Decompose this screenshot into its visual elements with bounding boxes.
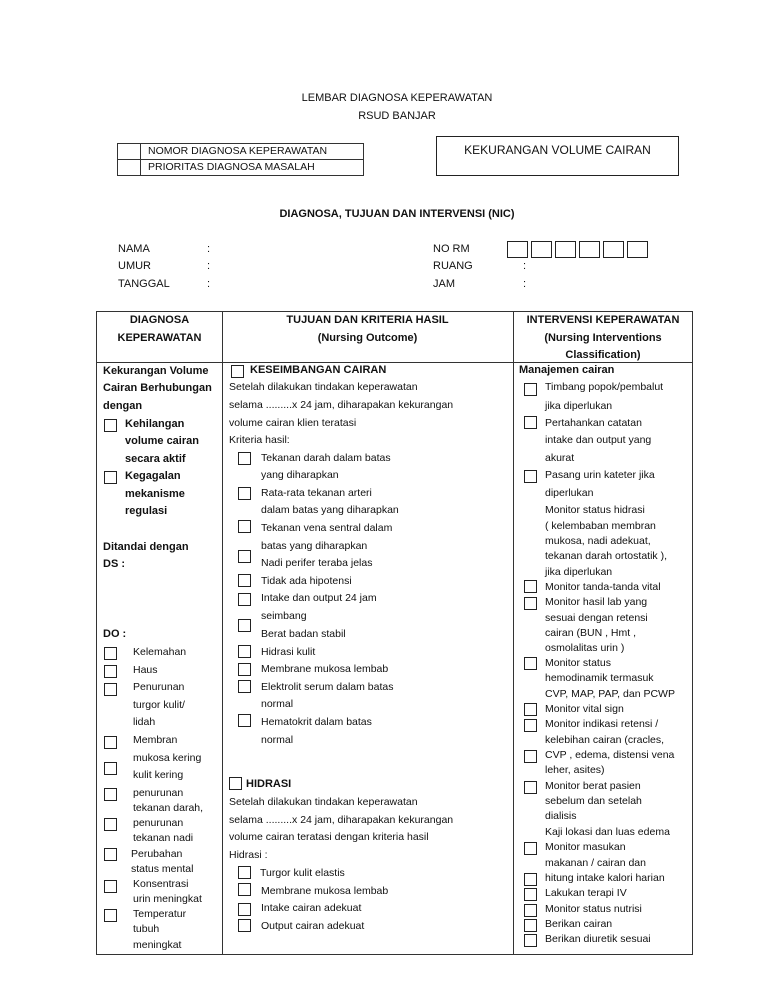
col1-header-line2: KEPERAWATAN [117,332,202,344]
tanggal-label: TANGGAL [118,278,170,290]
intervensi-text: ( kelembaban membran [545,520,656,532]
k-intro: Setelah dilakukan tindakan keperawatan [229,381,418,393]
intervensi-text: jika diperlukan [545,400,613,412]
sign-checkbox[interactable] [104,762,117,775]
sign-text: Haus [133,664,158,676]
k-item-checkbox[interactable] [238,593,251,606]
intervensi-text: makanan / cairan dan [545,857,646,869]
tanggal-colon: : [207,278,211,290]
prioritas-label: PRIORITAS DIAGNOSA MASALAH [148,161,315,173]
col3-header-line1: INTERVENSI KEPERAWATAN [526,314,680,326]
k-item-text: Tekanan vena sentral dalam [261,522,393,534]
intervensi-text: Monitor vital sign [545,703,624,715]
nama-colon: : [207,243,211,255]
intervensi-checkbox[interactable] [524,580,537,593]
diag-line: dengan [103,400,143,412]
h-item-text: Output cairan adekuat [261,920,365,932]
ditandai-label: Ditandai dengan [103,541,189,553]
intervensi-checkbox[interactable] [524,719,537,732]
sign-text: Membran [133,734,178,746]
intervensi-text: akurat [545,452,575,464]
sign-checkbox[interactable] [104,665,117,678]
intervensi-checkbox[interactable] [524,657,537,670]
col2-header-line1: TUJUAN DAN KRITERIA HASIL [286,314,449,326]
intervensi-text: Monitor hasil lab yang [545,596,648,608]
sign-text: Perubahan [131,848,183,860]
do-label: DO : [103,628,127,640]
k-item-checkbox[interactable] [238,680,251,693]
sign-text: Penurunan [133,681,185,693]
intervensi-checkbox[interactable] [524,842,537,855]
intervensi-text: Berikan cairan [545,918,613,930]
k-intro: Kriteria hasil: [229,434,290,446]
norm-digit-box[interactable] [507,241,528,258]
sign-text: penurunan [133,817,184,829]
k-item-text: Hematokrit dalam batas [261,716,372,728]
k-item-text: Elektrolit serum dalam batas [261,681,394,693]
intervensi-checkbox[interactable] [524,383,537,396]
kegagalan-label: regulasi [125,505,168,517]
intervensi-text: hitung intake kalori harian [545,872,665,884]
intervensi-checkbox[interactable] [524,470,537,483]
intervensi-text: Monitor status nutrisi [545,903,642,915]
k-item-checkbox[interactable] [238,452,251,465]
kegagalan-checkbox[interactable] [104,471,117,484]
sign-checkbox[interactable] [104,818,117,831]
sign-checkbox[interactable] [104,880,117,893]
k-item-text: Rata-rata tekanan arteri [261,487,372,499]
ds-label: DS : [103,558,125,570]
k-item-checkbox[interactable] [238,487,251,500]
keseimbangan-title: KESEIMBANGAN CAIRAN [250,364,387,376]
sign-text: Kelemahan [133,646,187,658]
intervensi-checkbox[interactable] [524,781,537,794]
sign-checkbox[interactable] [104,848,117,861]
sign-checkbox[interactable] [104,683,117,696]
col3-header-line2: (Nursing Interventions [544,332,662,344]
k-intro: selama .........x 24 jam, diharapakan kekurangan [229,399,454,411]
intervensi-text: hemodinamik termasuk [545,672,654,684]
norm-digit-box[interactable] [627,241,648,258]
hospital-name: RSUD BANJAR [358,110,436,122]
intervensi-text: CVP, MAP, PAP, dan PCWP [545,688,675,700]
sign-text: turgor kulit/ [133,699,185,711]
sign-text: kulit kering [133,769,184,781]
kegagalan-label: mekanisme [125,488,185,500]
sign-text: lidah [133,716,156,728]
intervensi-text: Lakukan terapi IV [545,887,627,899]
ruang-colon: : [523,260,527,272]
intervensi-text: Monitor masukan [545,841,626,853]
intervensi-text: Berikan diuretik sesuai [545,933,651,945]
intervensi-text: Timbang popok/pembalut [545,381,664,393]
k-item-checkbox[interactable] [238,663,251,676]
intervensi-text: Monitor status [545,657,611,669]
norm-label: NO RM [433,243,470,255]
hidrasi-title: HIDRASI [246,778,292,790]
sign-text: urin meningkat [133,893,202,905]
umur-label: UMUR [118,260,151,272]
form-title: LEMBAR DIAGNOSA KEPERAWATAN [301,92,493,104]
intervensi-checkbox[interactable] [524,888,537,901]
norm-digit-box[interactable] [531,241,552,258]
intervensi-text: intake dan output yang [545,434,652,446]
h-item-text: Membrane mukosa lembab [261,885,389,897]
k-item-checkbox[interactable] [238,714,251,727]
h-intro: volume cairan teratasi dengan kriteria hasil [229,831,429,843]
k-item-text: normal [261,734,294,746]
diag-line: Kekurangan Volume [103,365,209,377]
sign-text: meningkat [133,939,182,951]
kehilangan-label: volume cairan [125,435,199,447]
h-item-checkbox[interactable] [238,919,251,932]
k-item-text: normal [261,698,294,710]
intervensi-checkbox[interactable] [524,904,537,917]
k-item-text: Tidak ada hipotensi [261,575,352,587]
intervensi-text: sebelum dan setelah [545,795,642,807]
intervensi-text: Pasang urin kateter jika [545,469,655,481]
k-intro: volume cairan klien teratasi [229,417,357,429]
intervensi-text: osmolalitas urin ) [545,642,625,654]
manajemen-heading: Manajemen cairan [519,364,615,376]
nomor-diagnosa-label: NOMOR DIAGNOSA KEPERAWATAN [148,145,328,157]
jam-label: JAM [433,278,455,290]
intervensi-text: sesuai dengan retensi [545,612,648,624]
intervensi-checkbox[interactable] [524,416,537,429]
intervensi-text: jika diperlukan [545,566,613,578]
k-item-text: Intake dan output 24 jam [261,592,377,604]
k-item-text: Nadi perifer teraba jelas [261,557,373,569]
intervensi-text: Monitor indikasi retensi / [545,718,659,730]
kegagalan-label: Kegagalan [125,470,181,482]
intervensi-text: Monitor berat pasien [545,780,641,792]
intervensi-checkbox[interactable] [524,873,537,886]
diag-line: Cairan Berhubungan [103,382,212,394]
sign-checkbox[interactable] [104,788,117,801]
sign-checkbox[interactable] [104,909,117,922]
k-item-checkbox[interactable] [238,520,251,533]
intervensi-text: CVP , edema, distensi vena [545,749,675,761]
h-item-text: Turgor kulit elastis [260,867,345,879]
kehilangan-label: Kehilangan [125,418,185,430]
h-item-text: Intake cairan adekuat [261,902,362,914]
hidrasi-checkbox[interactable] [229,777,242,790]
intervensi-text: dialisis [545,810,577,822]
sign-text: tekanan darah, [133,802,204,814]
kehilangan-checkbox[interactable] [104,419,117,432]
sign-text: Konsentrasi [133,878,189,890]
intervensi-text: Kaji lokasi dan luas edema [545,826,670,838]
h-intro: selama .........x 24 jam, diharapakan kekurangan [229,814,454,826]
k-item-checkbox[interactable] [238,550,251,563]
intervensi-checkbox[interactable] [524,703,537,716]
norm-digit-box[interactable] [579,241,600,258]
section-title: DIAGNOSA, TUJUAN DAN INTERVENSI (NIC) [279,208,515,220]
intervensi-checkbox[interactable] [524,597,537,610]
k-item-text: Tekanan darah dalam batas [261,452,391,464]
h-item-checkbox[interactable] [238,903,251,916]
nama-label: NAMA [118,243,150,255]
intervensi-checkbox[interactable] [524,934,537,947]
k-item-text: yang diharapkan [261,469,339,481]
k-item-checkbox[interactable] [238,645,251,658]
k-item-text: Berat badan stabil [261,628,346,640]
k-item-text: Membrane mukosa lembab [261,663,389,675]
sign-checkbox[interactable] [104,736,117,749]
intervensi-text: cairan (BUN , Hmt , [545,627,637,639]
jam-colon: : [523,278,527,290]
intervensi-text: kelebihan cairan (cracles, [545,734,665,746]
umur-colon: : [207,260,211,272]
col2-header-line2: (Nursing Outcome) [317,332,418,344]
intervensi-text: diperlukan [545,487,594,499]
diagnosis-title: KEKURANGAN VOLUME CAIRAN [464,143,651,157]
intervensi-text: Pertahankan catatan [545,417,642,429]
col3-header-line3: Classification) [565,349,641,361]
intervensi-text: tekanan darah ortostatik ), [545,550,667,562]
h-item-checkbox[interactable] [238,866,251,879]
intervensi-checkbox[interactable] [524,919,537,932]
kehilangan-label: secara aktif [125,453,186,465]
norm-digit-box[interactable] [603,241,624,258]
intervensi-text: leher, asites) [545,764,605,776]
sign-text: status mental [131,863,194,875]
norm-digit-box[interactable] [555,241,576,258]
sign-text: penurunan [133,787,184,799]
k-item-text: seimbang [261,610,307,622]
h-item-checkbox[interactable] [238,883,251,896]
h-intro: Setelah dilakukan tindakan keperawatan [229,796,418,808]
intervensi-checkbox[interactable] [524,750,537,763]
sign-text: tekanan nadi [133,832,194,844]
k-item-text: batas yang diharapkan [261,540,368,552]
sign-text: tubuh [133,923,160,935]
intervensi-text: Monitor tanda-tanda vital [545,581,661,593]
k-item-checkbox[interactable] [238,574,251,587]
sign-text: Temperatur [133,908,187,920]
k-item-text: dalam batas yang diharapkan [261,504,399,516]
intervensi-text: Monitor status hidrasi [545,504,645,516]
sign-checkbox[interactable] [104,647,117,660]
intervensi-text: mukosa, nadi adekuat, [545,535,651,547]
k-item-checkbox[interactable] [238,619,251,632]
keseimbangan-checkbox[interactable] [231,365,244,378]
h-intro: Hidrasi : [229,849,268,861]
sign-text: mukosa kering [133,752,202,764]
col1-header-line1: DIAGNOSA [129,314,190,326]
k-item-text: Hidrasi kulit [261,646,316,658]
ruang-label: RUANG [433,260,473,272]
